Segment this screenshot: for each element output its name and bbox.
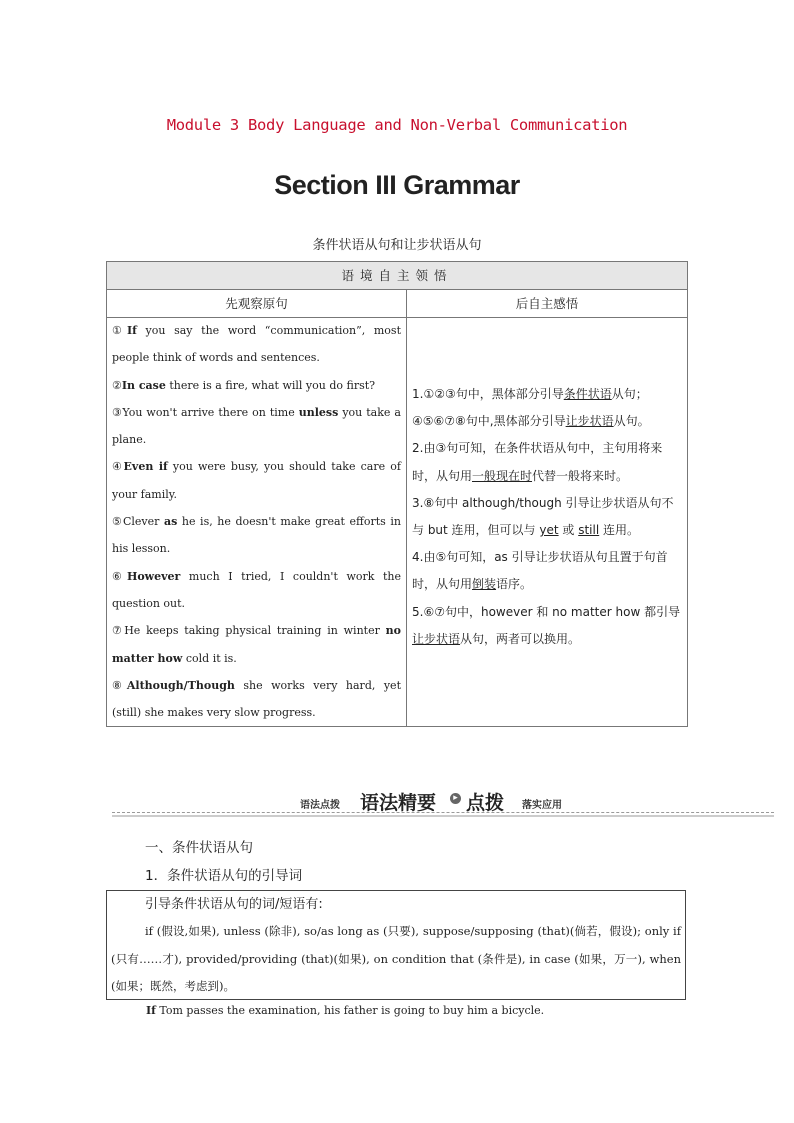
insight-item: 3.⑧句中 although/though 引导让步状语从句不与 but 连用，但可以与 yet 或 still 连用。 [412, 495, 674, 538]
example-sentence: ⑤Clever as he is, he doesn't make great efforts in his lesson. [112, 515, 401, 556]
insight-item: 2.由③句可知，在条件状语从句中，主句用将来时，从句用一般现在时代替一般将来时。 [412, 441, 663, 483]
conjunctions-box [106, 890, 686, 1000]
banner-divider [112, 812, 774, 813]
section-title: Section III Grammar [274, 170, 520, 200]
insights-cell [407, 318, 688, 727]
example-sentence: ③You won't arrive there on time unless you take a plane. [112, 405, 401, 447]
example-sentence: ①If you say the word “communication”, most people think of words and sentences. [112, 324, 401, 365]
example-sentence: ⑦He keeps taking physical training in winter no matter how cold it is. [112, 624, 401, 665]
column-header-right: 后自主感悟 [407, 290, 688, 318]
section-banner [112, 788, 774, 818]
subsection-heading: 1．条件状语从句的引导词 [145, 868, 303, 884]
example-sentence: ⑧Although/Though she works very hard, yet (still) she makes very slow progress. [112, 678, 401, 720]
box-body: if (假设,如果), unless (除非), so/as long as (只要), suppose/supposing (that)(倘若，假设); only if (只有……才), provided/providing (that)(如果), on condition that (条件是), in case (如果，万一), when (如果；既然，考虑到)。 [111, 924, 681, 993]
insight-item: 5.⑥⑦句中，however 和 no matter how 都引导让步状语从句，两者可以换用。 [412, 604, 681, 646]
insight-list [412, 381, 682, 653]
example-sentence: ②In case there is a fire, what will you do first? [112, 378, 376, 392]
section-subtitle: 条件状语从句和让步状语从句 [312, 238, 482, 253]
section-heading: 一、条件状语从句 [145, 840, 253, 856]
column-header-left: 先观察原句 [107, 290, 407, 318]
insight-item: 4.由⑤句可知，as 引导让步状语从句且置于句首时，从句用倒装语序。 [412, 550, 668, 592]
example-sentence: ⑥However much I tried, I couldn't work the question out. [112, 569, 401, 610]
banner-divider-thick [112, 815, 774, 817]
banner-title-main: 语法精要 [360, 792, 437, 814]
example-sentence: ④Even if you were busy, you should take care of your family. [112, 460, 401, 501]
module-title: Module 3 Body Language and Non-Verbal Communication [166, 116, 628, 134]
example-sentence-list [112, 317, 401, 726]
table-header: 语境自主领悟 [107, 262, 688, 290]
examples-cell [107, 318, 407, 727]
box-intro: 引导条件状语从句的词/短语有: [145, 897, 323, 912]
banner-label-left: 语法点拨 [300, 800, 340, 811]
context-table [106, 261, 688, 727]
banner-title-secondary: 点拨 [466, 792, 505, 814]
insight-item: 1.①②③句中，黑体部分引导条件状语从句；④⑤⑥⑦⑧句中,黑体部分引导让步状语从句。 [412, 387, 650, 429]
example-sentence-final: If Tom passes the examination, his father is going to buy him a bicycle. [146, 1004, 545, 1017]
banner-label-right: 落实应用 [522, 800, 562, 811]
arrow-right-icon: ▸ [450, 793, 461, 804]
